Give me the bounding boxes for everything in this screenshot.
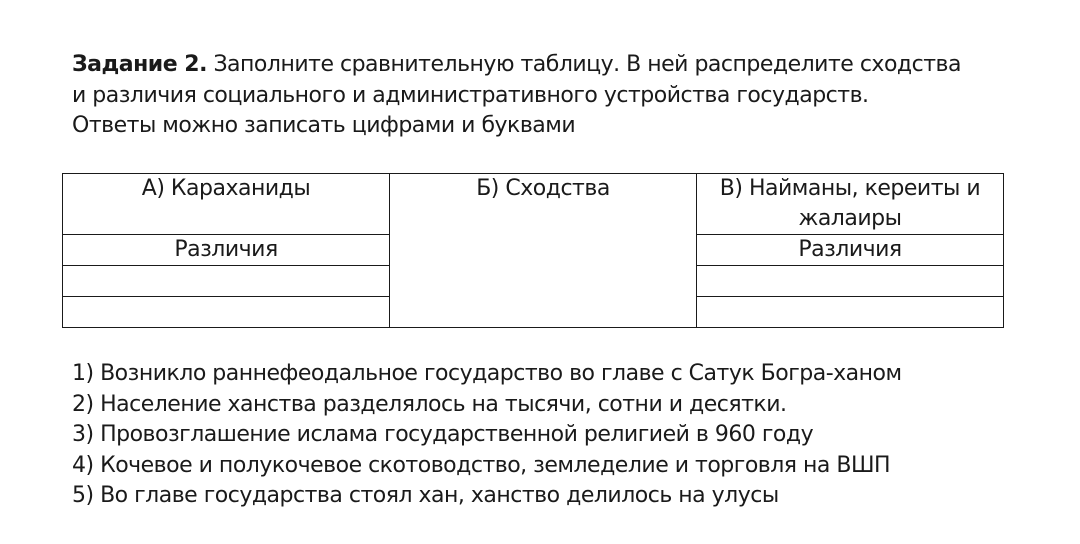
comparison-table: [62, 173, 1004, 328]
list-item: 4) Кочевое и полукочевое скотоводство, земледелие и торговля на ВШП: [72, 452, 891, 478]
task-instructions: [72, 50, 1032, 142]
table-header-row: [63, 174, 1004, 235]
answer-cell-a2[interactable]: [63, 297, 390, 328]
task-line-3: Ответы можно записать цифрами и буквами: [72, 113, 576, 138]
list-item: 1) Возникло раннефеодальное государство во главе с Сатук Богра-ханом: [72, 361, 902, 386]
header-similarities: Б) Сходства: [476, 176, 610, 201]
task-line-1: [72, 50, 1032, 81]
similarities-cell[interactable]: [390, 174, 697, 328]
answer-cell-c2[interactable]: [697, 297, 1004, 328]
header-naimans: [697, 174, 1004, 235]
list-item: 2) Население ханства разделялось на тысячи, сотни и десятки.: [72, 391, 787, 417]
answer-options-list: [72, 359, 1032, 512]
answer-cell-a1[interactable]: [63, 266, 390, 297]
differences-label-a: Различия: [63, 235, 390, 266]
task-title: Задание 2.: [72, 52, 207, 77]
header-karakhanids: А) Караханиды: [63, 174, 390, 235]
header-naimans-line1: В) Найманы, кереиты и: [719, 176, 981, 201]
task-text-1: Заполните сравнительную таблицу. В ней распределите сходства: [213, 52, 961, 77]
list-item: 3) Провозглашение ислама государственной религией в 960 году: [72, 422, 814, 447]
header-naimans-line2: жалаиры: [798, 206, 902, 231]
list-item: 5) Во главе государства стоял хан, ханство делилось на улусы: [72, 483, 779, 508]
task-line-2: и различия социального и административного устройства государств.: [72, 82, 869, 108]
answer-cell-c1[interactable]: [697, 266, 1004, 297]
differences-label-c: Различия: [697, 235, 1004, 266]
